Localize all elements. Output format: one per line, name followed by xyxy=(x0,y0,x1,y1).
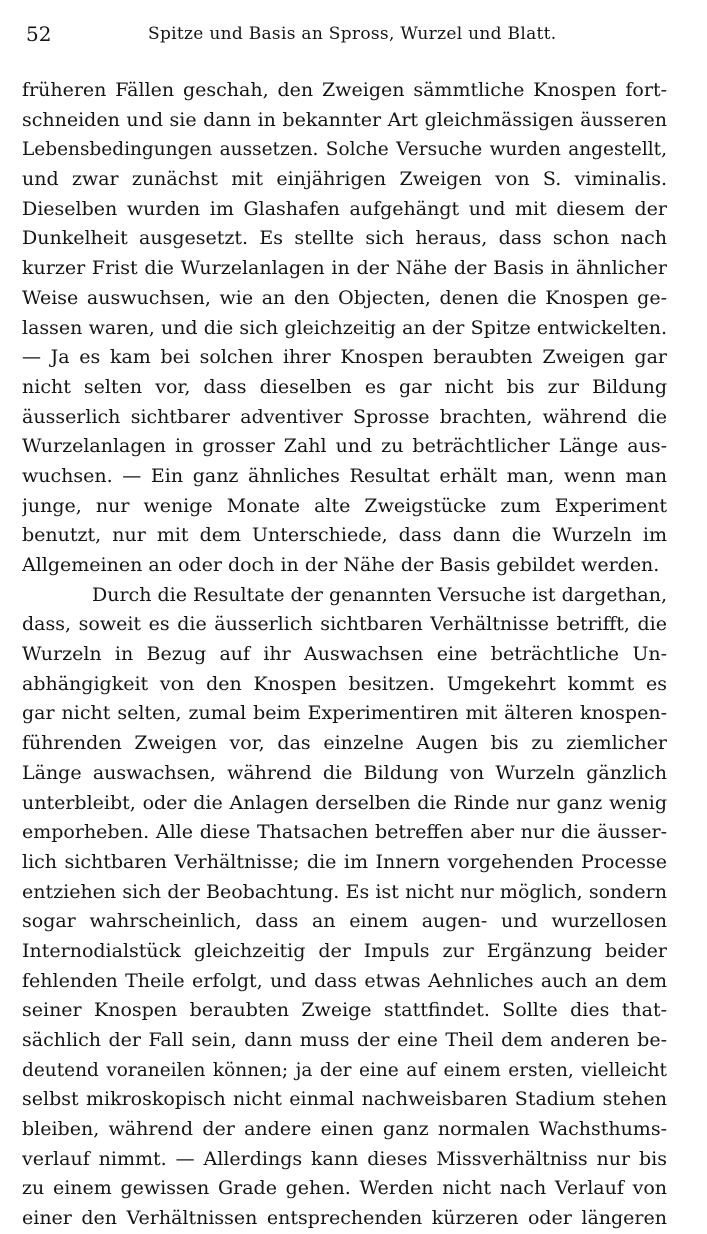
text-line: seiner Knospen beraubten Zweige stattfindet. Sollte dies that- xyxy=(22,999,667,1022)
text-line: benutzt, nur mit dem Unterschiede, dass dann die Wurzeln im xyxy=(22,524,667,547)
text-line: schneiden und sie dann in bekannter Art gleichmässigen äusseren xyxy=(22,108,667,131)
text-line: Wurzelanlagen in grosser Zahl und zu beträchtlicher Länge aus- xyxy=(22,435,667,458)
text-line: früheren Fällen geschah, den Zweigen sämmtliche Knospen fort- xyxy=(22,79,667,101)
text-line: äusserlich sichtbarer adventiver Sprosse brachten, während die xyxy=(22,405,667,428)
text-line: sogar wahrscheinlich, dass an einem augen- und wurzellosen xyxy=(22,910,667,933)
text-line: Durch die Resultate der genannten Versuche ist dargethan, xyxy=(92,583,667,606)
text-line: junge, nur wenige Monate alte Zweigstücke zum Experiment xyxy=(22,494,667,517)
text-line: entziehen sich der Beobachtung. Es ist nicht nur möglich, sondern xyxy=(22,880,667,903)
text-line: gar nicht selten, zumal beim Experimentiren mit älteren knospen- xyxy=(22,702,667,725)
text-line: Weise auswuchsen, wie an den Objecten, denen die Knospen ge- xyxy=(22,286,667,309)
text-line: einer den Verhältnissen entsprechenden kürzeren oder längeren xyxy=(22,1207,667,1230)
text-line: verlauf nimmt. — Allerdings kann dieses Missverhältniss nur bis xyxy=(22,1147,667,1170)
text-line: — Ja es kam bei solchen ihrer Knospen beraubten Zweigen gar xyxy=(22,346,667,369)
text-line: zu einem gewissen Grade gehen. Werden nicht nach Verlauf von xyxy=(22,1177,667,1200)
text-line: nicht selten vor, dass dieselben es gar nicht bis zur Bildung xyxy=(22,375,667,398)
running-head xyxy=(22,18,667,58)
text-line: dass, soweit es die äusserlich sichtbaren Verhältnisse betrifft, die xyxy=(22,613,667,636)
text-line: emporheben. Alle diese Thatsachen betreffen aber nur die äusser- xyxy=(22,821,667,844)
text-line: Dieselben wurden im Glashafen aufgehängt und mit diesem der xyxy=(22,197,667,220)
text-line: Internodialstück gleichzeitig der Impuls zur Ergänzung beider xyxy=(22,939,667,962)
text-line: fehlenden Theile erfolgt, und dass etwas Aehnliches auch an dem xyxy=(22,969,667,992)
text-line: kurzer Frist die Wurzelanlagen in der Nähe der Basis in ähnlicher xyxy=(22,257,667,280)
running-title: Spitze und Basis an Spross, Wurzel und Blatt. xyxy=(148,24,557,44)
text-line: unterbleibt, oder die Anlagen derselben die Rinde nur ganz wenig xyxy=(22,791,667,814)
text-line: Dunkelheit ausgesetzt. Es stellte sich heraus, dass schon nach xyxy=(22,227,667,250)
text-line: deutend voraneilen können; ja der eine auf einem ersten, vielleicht xyxy=(22,1059,667,1081)
text-line: selbst mikroskopisch nicht einmal nachweisbaren Stadium stehen xyxy=(22,1088,667,1111)
body-text xyxy=(22,76,667,1234)
page-number: 52 xyxy=(26,22,52,46)
text-line: wuchsen. — Ein ganz ähnliches Resultat erhält man, wenn man xyxy=(22,464,667,487)
text-line: führenden Zweigen vor, das einzelne Augen bis zu ziemlicher xyxy=(22,732,667,755)
text-line: sächlich der Fall sein, dann muss der eine Theil dem anderen be- xyxy=(22,1029,667,1051)
text-line: Allgemeinen an oder doch in der Nähe der Basis gebildet werden. xyxy=(22,554,660,576)
text-line: lassen waren, und die sich gleichzeitig an der Spitze entwickelten. xyxy=(22,316,667,339)
text-line: bleiben, während der andere einen ganz normalen Wachsthums- xyxy=(22,1118,667,1141)
text-line: Lebensbedingungen aussetzen. Solche Versuche wurden angestellt, xyxy=(22,139,667,161)
text-line: abhängigkeit von den Knospen besitzen. Umgekehrt kommt es xyxy=(22,672,667,695)
text-line: lich sichtbaren Verhältnisse; die im Innern vorgehenden Processe xyxy=(22,850,667,873)
text-line: Wurzeln in Bezug auf ihr Auswachsen eine beträchtliche Un- xyxy=(22,643,667,666)
text-line: Länge auswachsen, während die Bildung von Wurzeln gänzlich xyxy=(22,761,667,784)
text-line: und zwar zunächst mit einjährigen Zweigen von S. viminalis. xyxy=(22,168,667,191)
